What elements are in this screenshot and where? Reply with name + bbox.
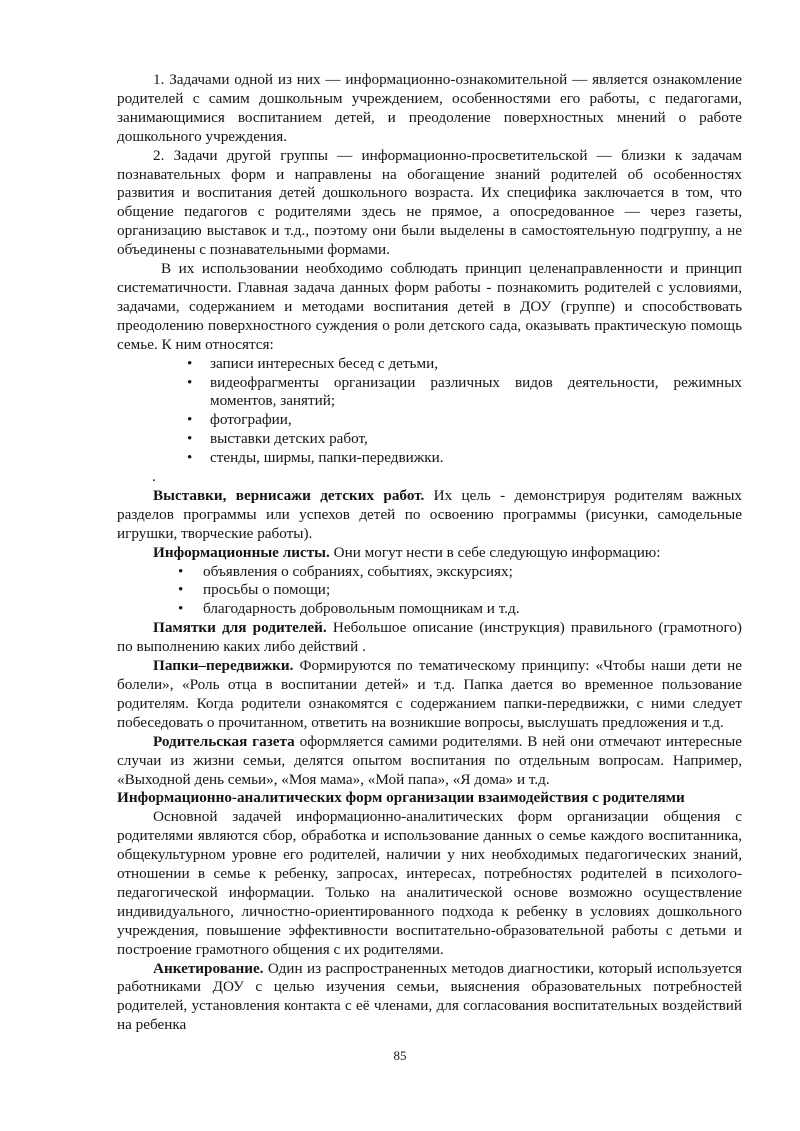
list-item: • видеофрагменты организации различных видов деятельности, режимных моментов, занятий; xyxy=(117,374,742,412)
term-info-sheets: Информационные листы. xyxy=(153,543,330,561)
document-page xyxy=(117,71,742,1035)
text-survey: Один из распространенных методов диагностики, который используется работниками ДОУ с целью изучения семьи, выяснения образовательных потребностей родителей, установления контакта с её членами, для согласования воспитательных воздействий на ребенка xyxy=(117,959,742,1034)
list-item: • записи интересных бесед с детьми, xyxy=(117,355,742,374)
paragraph-exhibitions xyxy=(117,487,742,544)
paragraph-survey xyxy=(117,960,742,1036)
paragraph-principles: В их использовании необходимо соблюдать принцип целенаправленности и принцип систематичности. Главная задача данных форм работы - познакомить родителей с условиями, задачами, содержанием и методами воспитания детей в ДОУ (группе) и способствовать преодолению поверхностного суждения о роли детского сада, оказывать практическую помощь семье. К ним относятся: xyxy=(117,260,742,353)
term-exhibitions: Выставки, вернисажи детских работ. xyxy=(153,486,425,504)
term-newspaper: Родительская газета xyxy=(153,732,295,750)
list-item: • фотографии, xyxy=(117,411,742,430)
list-item: • просьбы о помощи; xyxy=(117,581,742,600)
forms-list xyxy=(117,355,742,468)
info-sheet-list xyxy=(117,563,742,620)
stray-dot: . xyxy=(152,468,156,486)
paragraph-info-sheets xyxy=(117,544,742,563)
term-memos: Памятки для родителей. xyxy=(153,619,327,637)
list-item: • стенды, ширмы, папки-передвижки. xyxy=(117,449,742,468)
term-folders: Папки–передвижки. xyxy=(153,657,294,675)
list-item: • объявления о собраниях, событиях, экскурсиях; xyxy=(117,563,742,582)
text-folders: Формируются по тематическому принципу: «Чтобы наши дети не болели», «Роль отца в воспитании детей» и т.д. Папка дается во временное пользование родителям. Когда родители ознакомятся с содержанием папки-передвижки, с ними следует побеседовать о прочитанном, ответить на возникшие вопросы, выслушать предложения и т.д. xyxy=(117,657,742,731)
text-newspaper: оформляется самими родителями. В ней они отмечают интересные случаи из жизни семьи, делятся опытом воспитания по отдельным вопросам. Например, «Выходной день семьи», «Моя мама», «Мой папа», «Я дома» и т.д. xyxy=(117,732,742,788)
paragraph-memos xyxy=(117,619,742,657)
paragraph-info-familiarization: 1. Задачами одной из них — информационно-ознакомительной — является ознакомление родителей с самим дошкольным учреждением, особенностями его работы, с педагогами, занимающимися воспитанием детей, и преодоление поверхностных мнений о работе дошкольного учреждения. xyxy=(117,71,742,145)
section-heading xyxy=(117,789,742,808)
text-exhibitions: Их цель - демонстрируя родителям важных разделов программы или успехов детей по освоению программы (рисунки, самодельные игрушки, творческие работы). xyxy=(117,486,742,542)
section-heading-text: Информационно-аналитических форм организации взаимодействия с родителями xyxy=(117,789,685,807)
list-item: • благодарность добровольным помощникам и т.д. xyxy=(117,600,742,619)
text-info-sheets: Они могут нести в себе следующую информацию: xyxy=(329,543,661,561)
term-survey: Анкетирование. xyxy=(153,959,264,977)
paragraph-folders xyxy=(117,657,742,733)
text-memos: Небольшое описание (инструкция) правильного (грамотного) по выполнению каких либо действий . xyxy=(117,619,742,656)
page-number: 85 xyxy=(393,1048,407,1063)
list-item: • выставки детских работ, xyxy=(117,430,742,449)
paragraph-info-education: 2. Задачи другой группы — информационно-просветительской — близки к задачам познавательных форм и направлены на обогащение знаний родителей об особенностях развития и воспитания детей дошкольного возраста. Их специфика заключается в том, что общение педагогов с родителями здесь не прямое, а опосредованное — через газеты, организацию выставок и т.д., поэтому они были выделены в самостоятельную подгруппу, а не объединены с познавательными формами. xyxy=(117,146,742,259)
paragraph-newspaper xyxy=(117,733,742,790)
paragraph-analytical: Основной задачей информационно-аналитических форм организации общения с родителями являются сбор, обработка и использование данных о семье каждого воспитанника, общекультурном уровне его родителей, наличии у них необходимых педагогических знаний, отношении в семье к ребенку, запросах, интересах, потребностях родителей в психолого-педагогической информации. Только на аналитической основе возможно осуществление индивидуального, личностно-ориентированного подхода к ребенку в условиях дошкольного учреждения, повышение эффективности воспитательно-образовательной работы с детьми и построение грамотного общения с их родителями. xyxy=(117,808,742,958)
